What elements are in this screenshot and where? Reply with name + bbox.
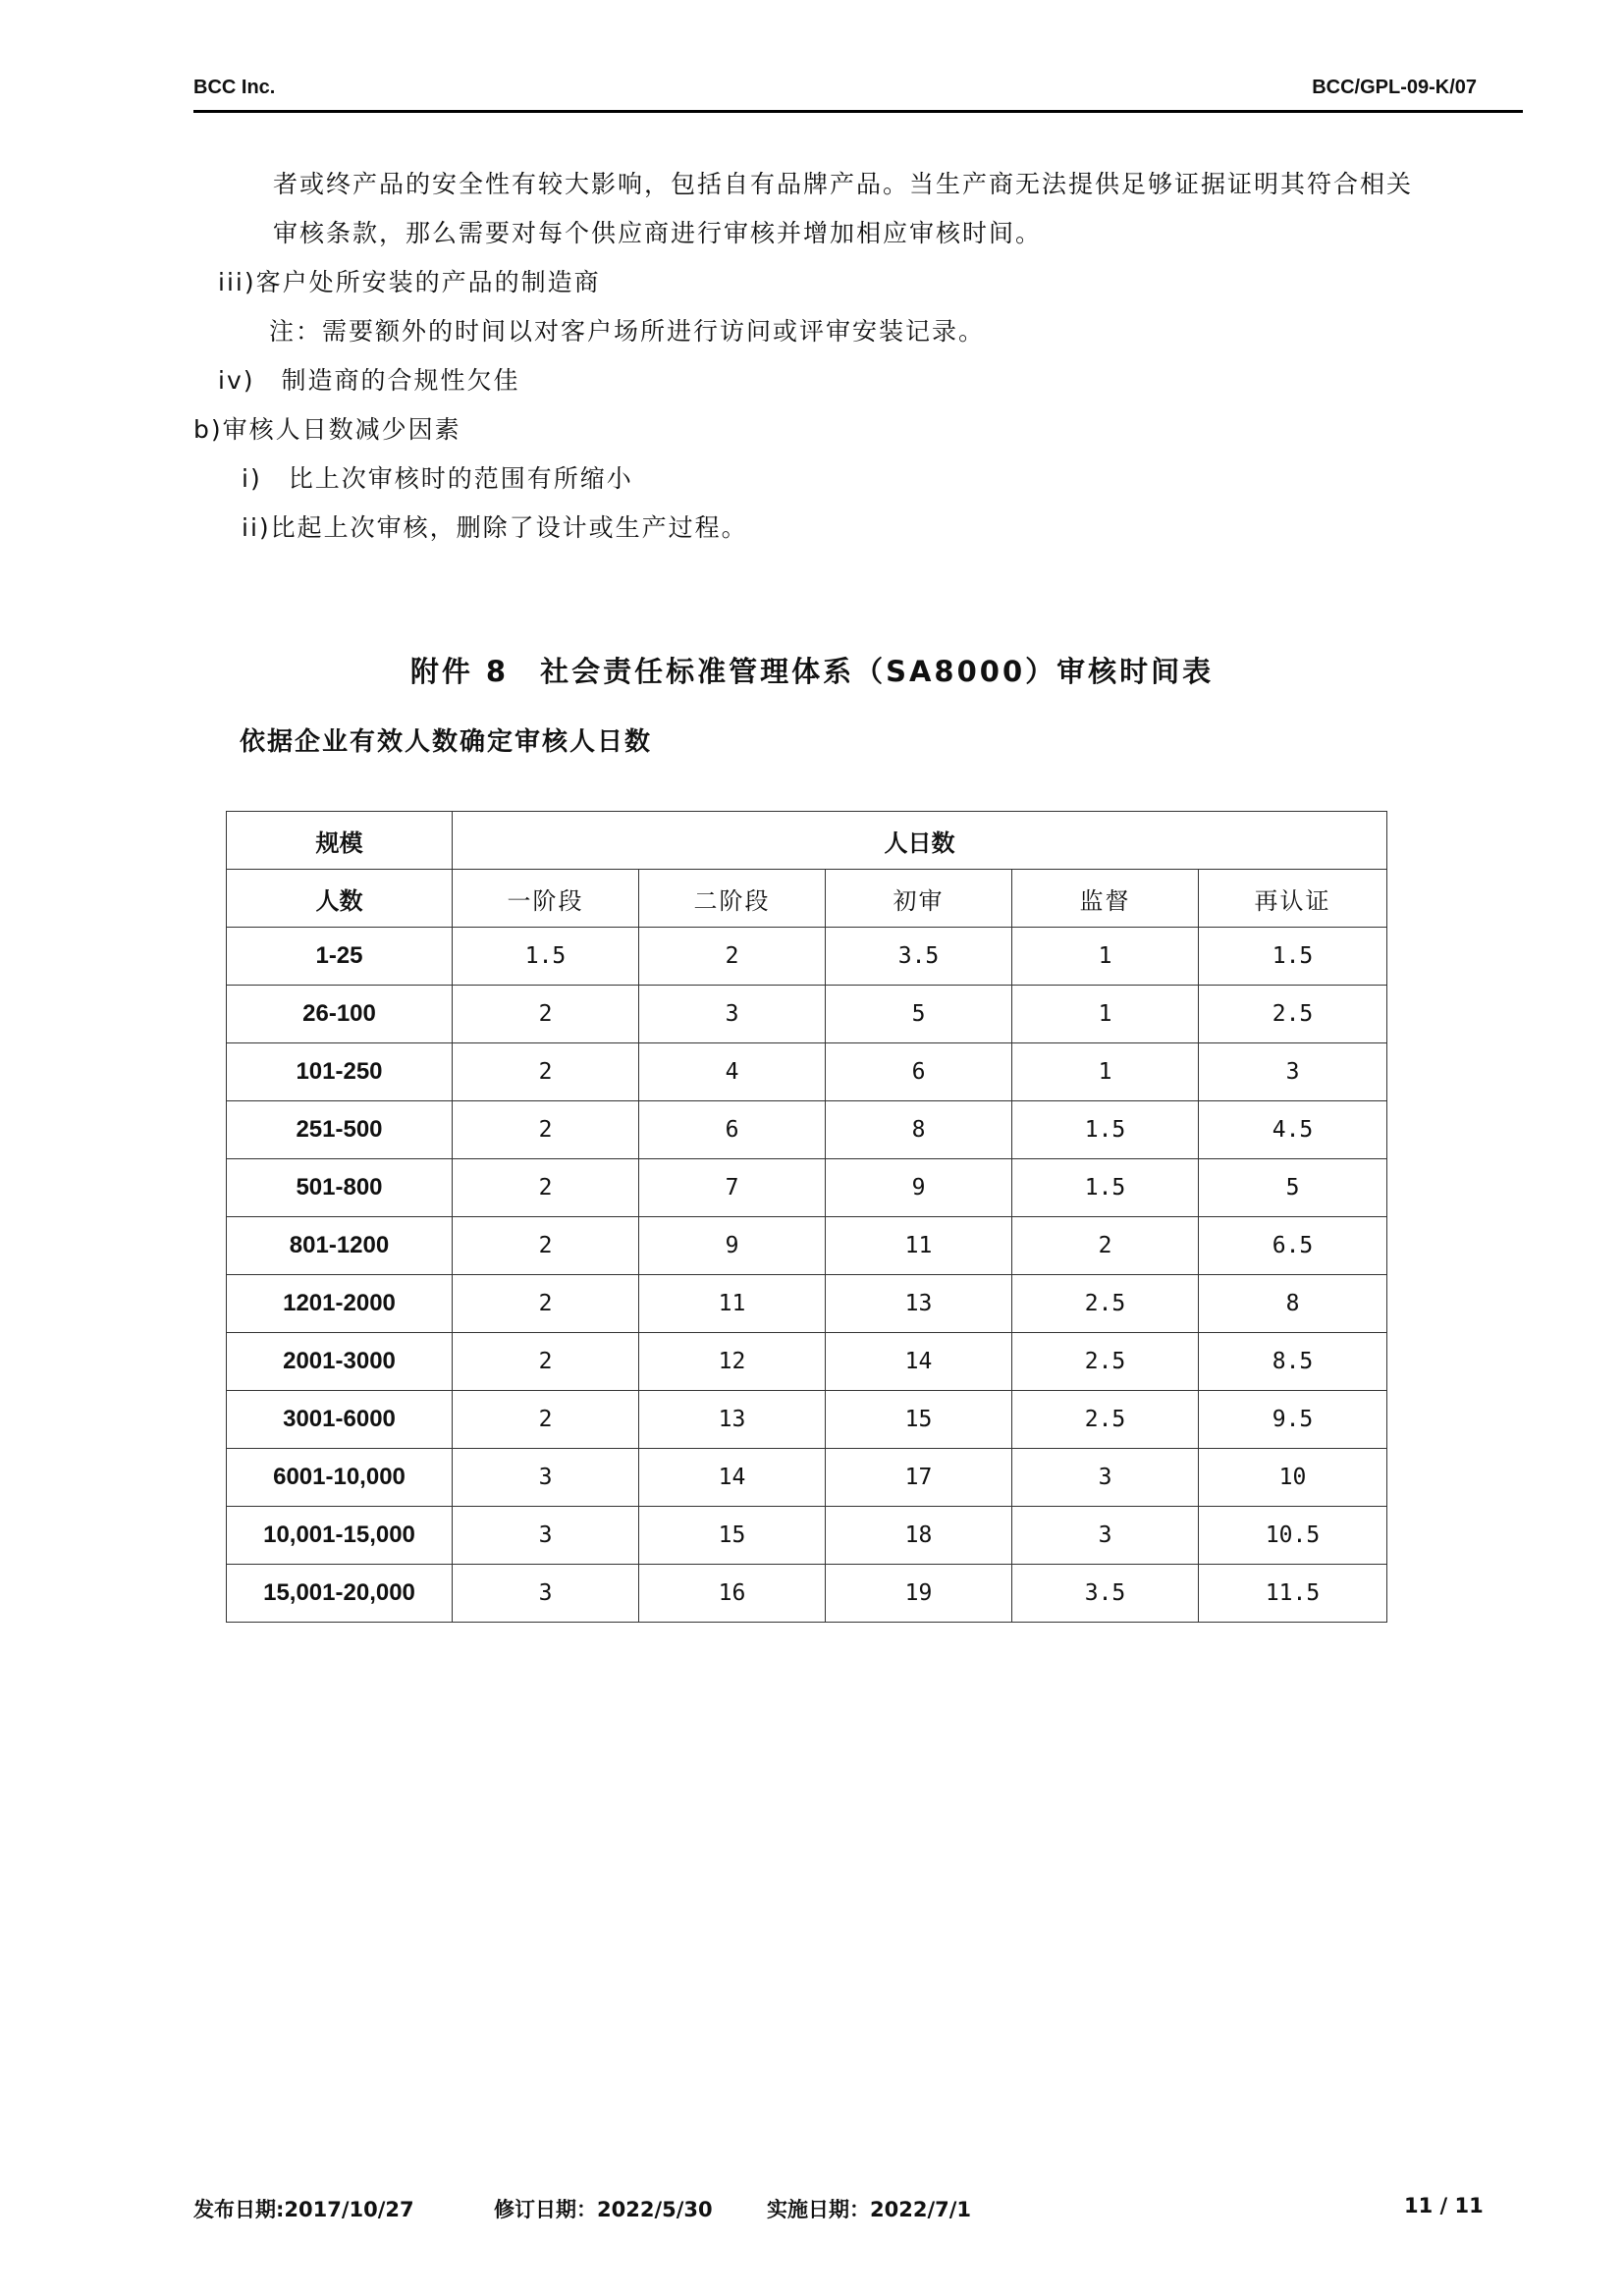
manday-value-cell: 16 bbox=[639, 1565, 826, 1623]
manday-value-cell: 11 bbox=[639, 1275, 826, 1333]
manday-value-cell: 1.5 bbox=[1012, 1101, 1199, 1159]
manday-value-cell: 13 bbox=[826, 1275, 1012, 1333]
manday-value-cell: 3 bbox=[1012, 1507, 1199, 1565]
footer-issue-date: 发布日期:2017/10/27 bbox=[193, 2198, 414, 2221]
manday-value-cell: 8.5 bbox=[1199, 1333, 1387, 1391]
column-header: 一阶段 bbox=[453, 870, 639, 928]
table-row bbox=[227, 986, 1387, 1043]
footer-revision-date: 修订日期：2022/5/30 bbox=[494, 2198, 713, 2221]
manday-value-cell: 6 bbox=[639, 1101, 826, 1159]
manday-value-cell: 3 bbox=[1199, 1043, 1387, 1101]
manday-value-cell: 1 bbox=[1012, 928, 1199, 986]
manday-value-cell: 19 bbox=[826, 1565, 1012, 1623]
manday-value-cell: 10 bbox=[1199, 1449, 1387, 1507]
manday-value-cell: 1.5 bbox=[453, 928, 639, 986]
manday-value-cell: 2 bbox=[453, 986, 639, 1043]
manday-value-cell: 1 bbox=[1012, 986, 1199, 1043]
manday-value-cell: 2 bbox=[453, 1159, 639, 1217]
manday-value-cell: 5 bbox=[826, 986, 1012, 1043]
table-row bbox=[227, 1101, 1387, 1159]
manday-value-cell: 7 bbox=[639, 1159, 826, 1217]
body-line: ii)比起上次审核，删除了设计或生产过程。 bbox=[242, 513, 748, 542]
column-header: 初审 bbox=[826, 870, 1012, 928]
headcount-range-cell: 801-1200 bbox=[227, 1217, 453, 1275]
manday-value-cell: 8 bbox=[1199, 1275, 1387, 1333]
table-row bbox=[227, 1391, 1387, 1449]
table-row bbox=[227, 1449, 1387, 1507]
audit-time-table bbox=[226, 811, 1387, 1623]
annex-subtitle: 依据企业有效人数确定审核人日数 bbox=[240, 727, 653, 757]
headcount-range-cell: 501-800 bbox=[227, 1159, 453, 1217]
manday-value-cell: 3 bbox=[453, 1565, 639, 1623]
headcount-range-cell: 251-500 bbox=[227, 1101, 453, 1159]
manday-value-cell: 6 bbox=[826, 1043, 1012, 1101]
table-row bbox=[227, 1275, 1387, 1333]
table-row bbox=[227, 1217, 1387, 1275]
headcount-range-cell: 1-25 bbox=[227, 928, 453, 986]
manday-value-cell: 2 bbox=[453, 1275, 639, 1333]
manday-value-cell: 4 bbox=[639, 1043, 826, 1101]
manday-value-cell: 4.5 bbox=[1199, 1101, 1387, 1159]
manday-value-cell: 10.5 bbox=[1199, 1507, 1387, 1565]
manday-value-cell: 3 bbox=[453, 1449, 639, 1507]
mandays-header: 人日数 bbox=[453, 812, 1387, 870]
header-rule bbox=[193, 110, 1523, 113]
body-line: 审核条款，那么需要对每个供应商进行审核并增加相应审核时间。 bbox=[273, 219, 1043, 247]
manday-value-cell: 11 bbox=[826, 1217, 1012, 1275]
body-line: 者或终产品的安全性有较大影响，包括自有品牌产品。当生产商无法提供足够证据证明其符合相关 bbox=[273, 170, 1414, 198]
manday-value-cell: 18 bbox=[826, 1507, 1012, 1565]
manday-value-cell: 2 bbox=[453, 1391, 639, 1449]
manday-value-cell: 9.5 bbox=[1199, 1391, 1387, 1449]
manday-value-cell: 12 bbox=[639, 1333, 826, 1391]
manday-value-cell: 2.5 bbox=[1012, 1391, 1199, 1449]
table-header-row bbox=[227, 812, 1387, 870]
headcount-range-cell: 6001-10,000 bbox=[227, 1449, 453, 1507]
headcount-range-cell: 1201-2000 bbox=[227, 1275, 453, 1333]
manday-value-cell: 6.5 bbox=[1199, 1217, 1387, 1275]
manday-value-cell: 17 bbox=[826, 1449, 1012, 1507]
manday-value-cell: 2 bbox=[1012, 1217, 1199, 1275]
manday-value-cell: 5 bbox=[1199, 1159, 1387, 1217]
column-header: 再认证 bbox=[1199, 870, 1387, 928]
scale-header: 规模 bbox=[227, 812, 453, 870]
headcount-range-cell: 15,001-20,000 bbox=[227, 1565, 453, 1623]
table-row bbox=[227, 928, 1387, 986]
table-row bbox=[227, 1507, 1387, 1565]
table-subheader-row bbox=[227, 870, 1387, 928]
manday-value-cell: 2.5 bbox=[1012, 1275, 1199, 1333]
header-doc-number: BCC/GPL-09-K/07 bbox=[1312, 77, 1477, 98]
manday-value-cell: 13 bbox=[639, 1391, 826, 1449]
people-header: 人数 bbox=[227, 870, 453, 928]
footer-page-number: 11 / 11 bbox=[1404, 2194, 1484, 2217]
manday-value-cell: 1 bbox=[1012, 1043, 1199, 1101]
manday-value-cell: 8 bbox=[826, 1101, 1012, 1159]
headcount-range-cell: 101-250 bbox=[227, 1043, 453, 1101]
manday-value-cell: 2.5 bbox=[1012, 1333, 1199, 1391]
header-company: BCC Inc. bbox=[193, 77, 276, 98]
body-line: b)审核人日数减少因素 bbox=[193, 415, 461, 444]
body-line: 注：需要额外的时间以对客户场所进行访问或评审安装记录。 bbox=[269, 317, 986, 346]
manday-value-cell: 2 bbox=[453, 1333, 639, 1391]
manday-value-cell: 9 bbox=[826, 1159, 1012, 1217]
body-line: iii)客户处所安装的产品的制造商 bbox=[218, 268, 601, 296]
body-line: iv) 制造商的合规性欠佳 bbox=[218, 366, 520, 395]
manday-value-cell: 2 bbox=[453, 1217, 639, 1275]
manday-value-cell: 3 bbox=[453, 1507, 639, 1565]
manday-value-cell: 14 bbox=[826, 1333, 1012, 1391]
manday-value-cell: 15 bbox=[639, 1507, 826, 1565]
manday-value-cell: 1.5 bbox=[1012, 1159, 1199, 1217]
manday-value-cell: 2 bbox=[453, 1043, 639, 1101]
manday-value-cell: 15 bbox=[826, 1391, 1012, 1449]
manday-value-cell: 3 bbox=[1012, 1449, 1199, 1507]
manday-value-cell: 2 bbox=[453, 1101, 639, 1159]
table-row bbox=[227, 1565, 1387, 1623]
manday-value-cell: 14 bbox=[639, 1449, 826, 1507]
manday-value-cell: 2 bbox=[639, 928, 826, 986]
headcount-range-cell: 3001-6000 bbox=[227, 1391, 453, 1449]
manday-value-cell: 1.5 bbox=[1199, 928, 1387, 986]
headcount-range-cell: 10,001-15,000 bbox=[227, 1507, 453, 1565]
annex-title: 附件 8 社会责任标准管理体系（SA8000）审核时间表 bbox=[409, 655, 1215, 688]
manday-value-cell: 3.5 bbox=[1012, 1565, 1199, 1623]
manday-value-cell: 11.5 bbox=[1199, 1565, 1387, 1623]
body-line: i) 比上次审核时的范围有所缩小 bbox=[242, 464, 633, 493]
column-header: 监督 bbox=[1012, 870, 1199, 928]
headcount-range-cell: 2001-3000 bbox=[227, 1333, 453, 1391]
column-header: 二阶段 bbox=[639, 870, 826, 928]
table-row bbox=[227, 1043, 1387, 1101]
manday-value-cell: 3.5 bbox=[826, 928, 1012, 986]
manday-value-cell: 2.5 bbox=[1199, 986, 1387, 1043]
table-row bbox=[227, 1333, 1387, 1391]
manday-value-cell: 3 bbox=[639, 986, 826, 1043]
table-row bbox=[227, 1159, 1387, 1217]
headcount-range-cell: 26-100 bbox=[227, 986, 453, 1043]
footer-effective-date: 实施日期：2022/7/1 bbox=[767, 2198, 972, 2221]
manday-value-cell: 9 bbox=[639, 1217, 826, 1275]
